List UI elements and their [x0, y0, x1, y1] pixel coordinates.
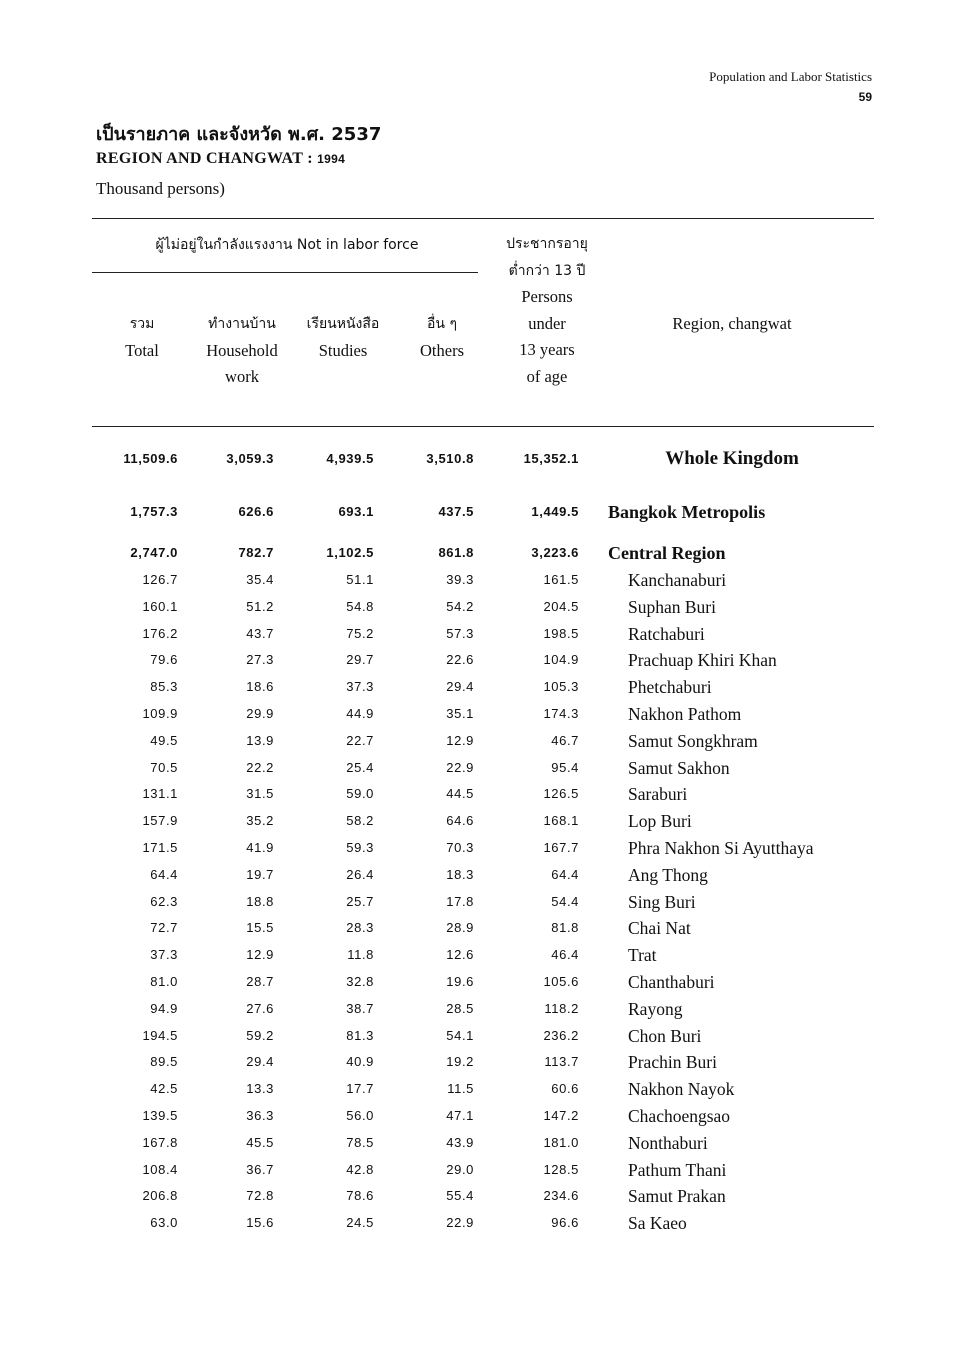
- cell-studies: 17.7: [346, 1081, 374, 1097]
- cell-under13: 54.4: [551, 893, 579, 909]
- table-row: [0, 889, 966, 915]
- cell-others: 29.4: [446, 679, 474, 695]
- cell-others: 437.5: [438, 504, 474, 519]
- cell-under13: 167.7: [543, 840, 579, 855]
- cell-under13: 161.5: [543, 572, 579, 587]
- table-title-thai: เป็นรายภาค และจังหวัด พ.ศ. 2537: [96, 124, 382, 145]
- header-under13-th-1: ประชากรอายุ: [506, 236, 588, 252]
- cell-others: 22.9: [446, 759, 474, 775]
- cell-under13: 198.5: [543, 625, 579, 641]
- cell-region: Ratchaburi: [628, 623, 705, 644]
- cell-under13: 105.6: [543, 974, 579, 989]
- cell-region: Pathum Thani: [628, 1159, 727, 1180]
- cell-others: 64.6: [446, 813, 474, 829]
- cell-total: 176.2: [142, 625, 178, 641]
- cell-under13: 104.9: [543, 652, 579, 668]
- table-row: [0, 1157, 966, 1183]
- cell-under13: 46.7: [551, 732, 579, 748]
- cell-total: 160.1: [142, 598, 178, 614]
- cell-studies: 58.2: [346, 813, 374, 829]
- header-under13-th-2: ต่ำกว่า 13 ปี: [508, 262, 586, 279]
- cell-household: 29.4: [246, 1054, 274, 1070]
- cell-region: Central Region: [608, 543, 726, 563]
- table-row: [0, 647, 966, 673]
- cell-studies: 75.2: [346, 625, 374, 641]
- header-under13-en-2: under: [528, 313, 566, 333]
- cell-household: 13.9: [246, 732, 274, 748]
- cell-region: Rayong: [628, 998, 683, 1019]
- cell-studies: 25.7: [346, 893, 374, 909]
- cell-region: Prachin Buri: [628, 1052, 717, 1073]
- cell-others: 19.2: [446, 1054, 474, 1070]
- cell-household: 29.9: [246, 706, 274, 721]
- table-row: [0, 996, 966, 1022]
- cell-household: 51.2: [246, 598, 274, 614]
- cell-studies: 29.7: [346, 652, 374, 668]
- cell-household: 28.7: [246, 974, 274, 989]
- cell-region: Phetchaburi: [628, 677, 712, 698]
- page-number: 59: [858, 90, 872, 104]
- cell-region: Nakhon Pathom: [628, 704, 742, 724]
- cell-region: Bangkok Metropolis: [608, 502, 766, 522]
- cell-region: Samut Sakhon: [628, 757, 730, 778]
- cell-studies: 78.6: [346, 1188, 374, 1204]
- cell-studies: 28.3: [346, 920, 374, 936]
- cell-total: 126.7: [142, 572, 178, 587]
- cell-under13: 168.1: [543, 813, 579, 829]
- table-row: [0, 701, 966, 727]
- cell-studies: 59.3: [346, 840, 374, 855]
- cell-studies: 56.0: [346, 1108, 374, 1123]
- cell-total: 64.4: [150, 866, 178, 882]
- cell-total: 108.4: [142, 1161, 178, 1177]
- cell-total: 167.8: [142, 1134, 178, 1150]
- cell-total: 206.8: [142, 1188, 178, 1204]
- cell-region: Sa Kaeo: [628, 1213, 687, 1234]
- cell-studies: 4,939.5: [326, 451, 374, 466]
- cell-studies: 32.8: [346, 974, 374, 989]
- table-row: [0, 446, 966, 472]
- table-row: [0, 969, 966, 995]
- cell-total: 63.0: [150, 1215, 178, 1231]
- cell-region: Nakhon Nayok: [628, 1079, 735, 1100]
- cell-others: 17.8: [446, 893, 474, 909]
- table-row: [0, 915, 966, 941]
- cell-total: 37.3: [150, 947, 178, 963]
- cell-total: 131.1: [142, 786, 178, 802]
- table-row: [0, 1049, 966, 1075]
- cell-under13: 105.3: [543, 679, 579, 695]
- header-studies: เรียนหนังสือ Studies: [306, 316, 380, 360]
- table-row: [0, 540, 966, 566]
- cell-under13: 96.6: [551, 1215, 579, 1231]
- cell-others: 22.9: [446, 1215, 474, 1231]
- cell-household: 27.3: [246, 652, 274, 668]
- cell-others: 44.5: [446, 786, 474, 802]
- table-row: [0, 674, 966, 700]
- cell-others: 3,510.8: [426, 451, 474, 466]
- table-row: [0, 862, 966, 888]
- running-head: [709, 67, 872, 107]
- cell-others: 22.6: [446, 652, 474, 668]
- cell-household: 782.7: [238, 545, 274, 560]
- cell-household: 43.7: [246, 625, 274, 641]
- cell-total: 42.5: [150, 1081, 178, 1097]
- header-not-in-labor-force: ผู้ไม่อยู่ในกำลังแรงงาน Not in labor force: [155, 237, 419, 253]
- cell-others: 54.1: [446, 1027, 474, 1043]
- cell-others: 39.3: [446, 572, 474, 587]
- header-under13-en-4: of age: [526, 366, 568, 386]
- cell-others: 28.5: [446, 1000, 474, 1016]
- header-total: รวม Total: [125, 316, 159, 360]
- table-row: [0, 594, 966, 620]
- cell-region: Lop Buri: [628, 811, 692, 832]
- cell-total: 109.9: [142, 706, 178, 721]
- cell-household: 3,059.3: [226, 451, 274, 466]
- cell-household: 35.4: [246, 572, 274, 587]
- cell-studies: 24.5: [346, 1215, 374, 1231]
- table-row: [0, 1130, 966, 1156]
- cell-total: 94.9: [150, 1000, 178, 1016]
- header-under-13: [490, 231, 604, 390]
- cell-total: 49.5: [150, 732, 178, 748]
- cell-studies: 26.4: [346, 866, 374, 882]
- cell-household: 18.8: [246, 893, 274, 909]
- cell-under13: 3,223.6: [531, 545, 579, 560]
- table-row: [0, 808, 966, 834]
- cell-studies: 54.8: [346, 598, 374, 614]
- cell-total: 2,747.0: [130, 545, 178, 560]
- cell-others: 11.5: [447, 1081, 474, 1097]
- cell-household: 15.5: [246, 920, 274, 936]
- table-row: [0, 781, 966, 807]
- cell-household: 36.3: [246, 1108, 274, 1123]
- cell-studies: 25.4: [346, 759, 374, 775]
- cell-under13: 234.6: [543, 1188, 579, 1204]
- cell-total: 1,757.3: [130, 504, 178, 519]
- cell-region: Nonthaburi: [628, 1132, 708, 1153]
- cell-household: 41.9: [246, 840, 274, 855]
- header-under13-en-1: Persons: [521, 287, 573, 306]
- cell-region: Ang Thong: [628, 864, 708, 885]
- cell-household: 72.8: [246, 1188, 274, 1204]
- cell-household: 15.6: [246, 1215, 274, 1231]
- table-row: [0, 1076, 966, 1102]
- cell-total: 85.3: [150, 679, 178, 695]
- table-row: [0, 499, 966, 525]
- cell-under13: 46.4: [551, 947, 579, 963]
- cell-region: Samut Prakan: [628, 1186, 726, 1207]
- cell-total: 62.3: [150, 893, 178, 909]
- cell-studies: 81.3: [346, 1027, 374, 1043]
- cell-studies: 38.7: [346, 1000, 374, 1016]
- cell-others: 12.6: [446, 947, 474, 963]
- table-title-english: [96, 150, 345, 168]
- cell-region: Phra Nakhon Si Ayutthaya: [628, 838, 814, 858]
- cell-total: 11,509.6: [123, 451, 178, 466]
- cell-studies: 42.8: [346, 1161, 374, 1177]
- table-row: [0, 1103, 966, 1129]
- cell-region: Chanthaburi: [628, 972, 715, 992]
- cell-studies: 59.0: [346, 786, 374, 802]
- cell-total: 89.5: [150, 1054, 178, 1070]
- header-group-rule: [92, 272, 478, 273]
- title-year: 1994: [317, 152, 346, 166]
- cell-others: 57.3: [446, 625, 474, 641]
- cell-total: 194.5: [142, 1027, 178, 1043]
- cell-under13: 95.4: [551, 759, 579, 775]
- cell-household: 18.6: [246, 679, 274, 695]
- cell-region: Chai Nat: [628, 918, 691, 939]
- header-under13-en-3: 13 years: [519, 340, 575, 359]
- cell-others: 43.9: [446, 1134, 474, 1150]
- header-bottom-rule: [92, 426, 874, 427]
- cell-total: 70.5: [150, 759, 178, 775]
- cell-household: 626.6: [238, 504, 274, 519]
- cell-under13: 174.3: [543, 706, 579, 721]
- cell-others: 29.0: [446, 1161, 474, 1177]
- cell-total: 171.5: [142, 840, 178, 855]
- cell-household: 19.7: [246, 866, 274, 882]
- cell-studies: 51.1: [346, 572, 374, 587]
- cell-under13: 236.2: [543, 1027, 579, 1043]
- cell-total: 81.0: [150, 974, 178, 989]
- cell-household: 35.2: [246, 813, 274, 829]
- cell-region: Suphan Buri: [628, 596, 716, 617]
- cell-under13: 147.2: [543, 1108, 579, 1123]
- table-row: [0, 1210, 966, 1236]
- running-head-title: Population and Labor Statistics: [709, 69, 872, 84]
- cell-total: 79.6: [150, 652, 178, 668]
- cell-others: 54.2: [446, 598, 474, 614]
- cell-household: 13.3: [246, 1081, 274, 1097]
- cell-household: 36.7: [246, 1161, 274, 1177]
- cell-under13: 60.6: [551, 1081, 579, 1097]
- cell-under13: 181.0: [543, 1134, 579, 1150]
- cell-region: Kanchanaburi: [628, 570, 727, 590]
- cell-under13: 118.2: [544, 1000, 579, 1016]
- table-row: [0, 1183, 966, 1209]
- cell-household: 31.5: [246, 786, 274, 802]
- table-row: [0, 728, 966, 754]
- cell-others: 18.3: [446, 866, 474, 882]
- cell-household: 27.6: [246, 1000, 274, 1016]
- cell-studies: 78.5: [346, 1134, 374, 1150]
- table-row: [0, 755, 966, 781]
- header-household: ทำงานบ้าน Household work: [206, 316, 278, 386]
- cell-under13: 64.4: [551, 866, 579, 882]
- cell-region: Trat: [628, 945, 657, 966]
- cell-region: Prachuap Khiri Khan: [628, 650, 777, 671]
- cell-others: 28.9: [446, 920, 474, 936]
- cell-studies: 11.8: [347, 947, 374, 963]
- header-others: อื่น ๆ Others: [420, 316, 464, 360]
- cell-household: 22.2: [246, 759, 274, 775]
- cell-region: Sing Buri: [628, 891, 696, 912]
- cell-studies: 37.3: [346, 679, 374, 695]
- title-english-text: REGION AND CHANGWAT :: [96, 150, 313, 167]
- cell-household: 59.2: [246, 1027, 274, 1043]
- cell-studies: 1,102.5: [326, 545, 374, 560]
- cell-studies: 22.7: [346, 732, 374, 748]
- cell-studies: 40.9: [346, 1054, 374, 1070]
- header-region: Region, changwat: [672, 314, 792, 333]
- cell-under13: 113.7: [544, 1054, 579, 1070]
- cell-others: 35.1: [446, 706, 474, 721]
- cell-others: 70.3: [446, 840, 474, 855]
- cell-under13: 128.5: [543, 1161, 579, 1177]
- top-rule: [92, 218, 874, 219]
- cell-region: Chachoengsao: [628, 1106, 731, 1126]
- cell-under13: 204.5: [543, 598, 579, 614]
- table-row: [0, 942, 966, 968]
- cell-household: 12.9: [246, 947, 274, 963]
- cell-others: 861.8: [438, 545, 474, 560]
- cell-others: 55.4: [446, 1188, 474, 1204]
- table-row: [0, 621, 966, 647]
- unit-note: Thousand persons): [96, 179, 225, 198]
- cell-total: 139.5: [142, 1108, 178, 1123]
- cell-under13: 1,449.5: [531, 504, 579, 519]
- cell-under13: 81.8: [551, 920, 579, 936]
- cell-total: 157.9: [142, 813, 178, 829]
- cell-total: 72.7: [150, 920, 178, 936]
- cell-region: Chon Buri: [628, 1025, 702, 1046]
- cell-others: 12.9: [446, 732, 474, 748]
- cell-region: Whole Kingdom: [665, 448, 799, 469]
- table-row: [0, 835, 966, 861]
- cell-studies: 44.9: [346, 706, 374, 721]
- cell-under13: 126.5: [543, 786, 579, 802]
- cell-region: Samut Songkhram: [628, 730, 758, 751]
- cell-region: Saraburi: [628, 784, 688, 805]
- cell-others: 47.1: [446, 1108, 474, 1123]
- table-row: [0, 1023, 966, 1049]
- cell-household: 45.5: [246, 1134, 274, 1150]
- table-row: [0, 567, 966, 593]
- cell-others: 19.6: [446, 974, 474, 989]
- cell-under13: 15,352.1: [523, 451, 579, 466]
- cell-studies: 693.1: [338, 504, 374, 519]
